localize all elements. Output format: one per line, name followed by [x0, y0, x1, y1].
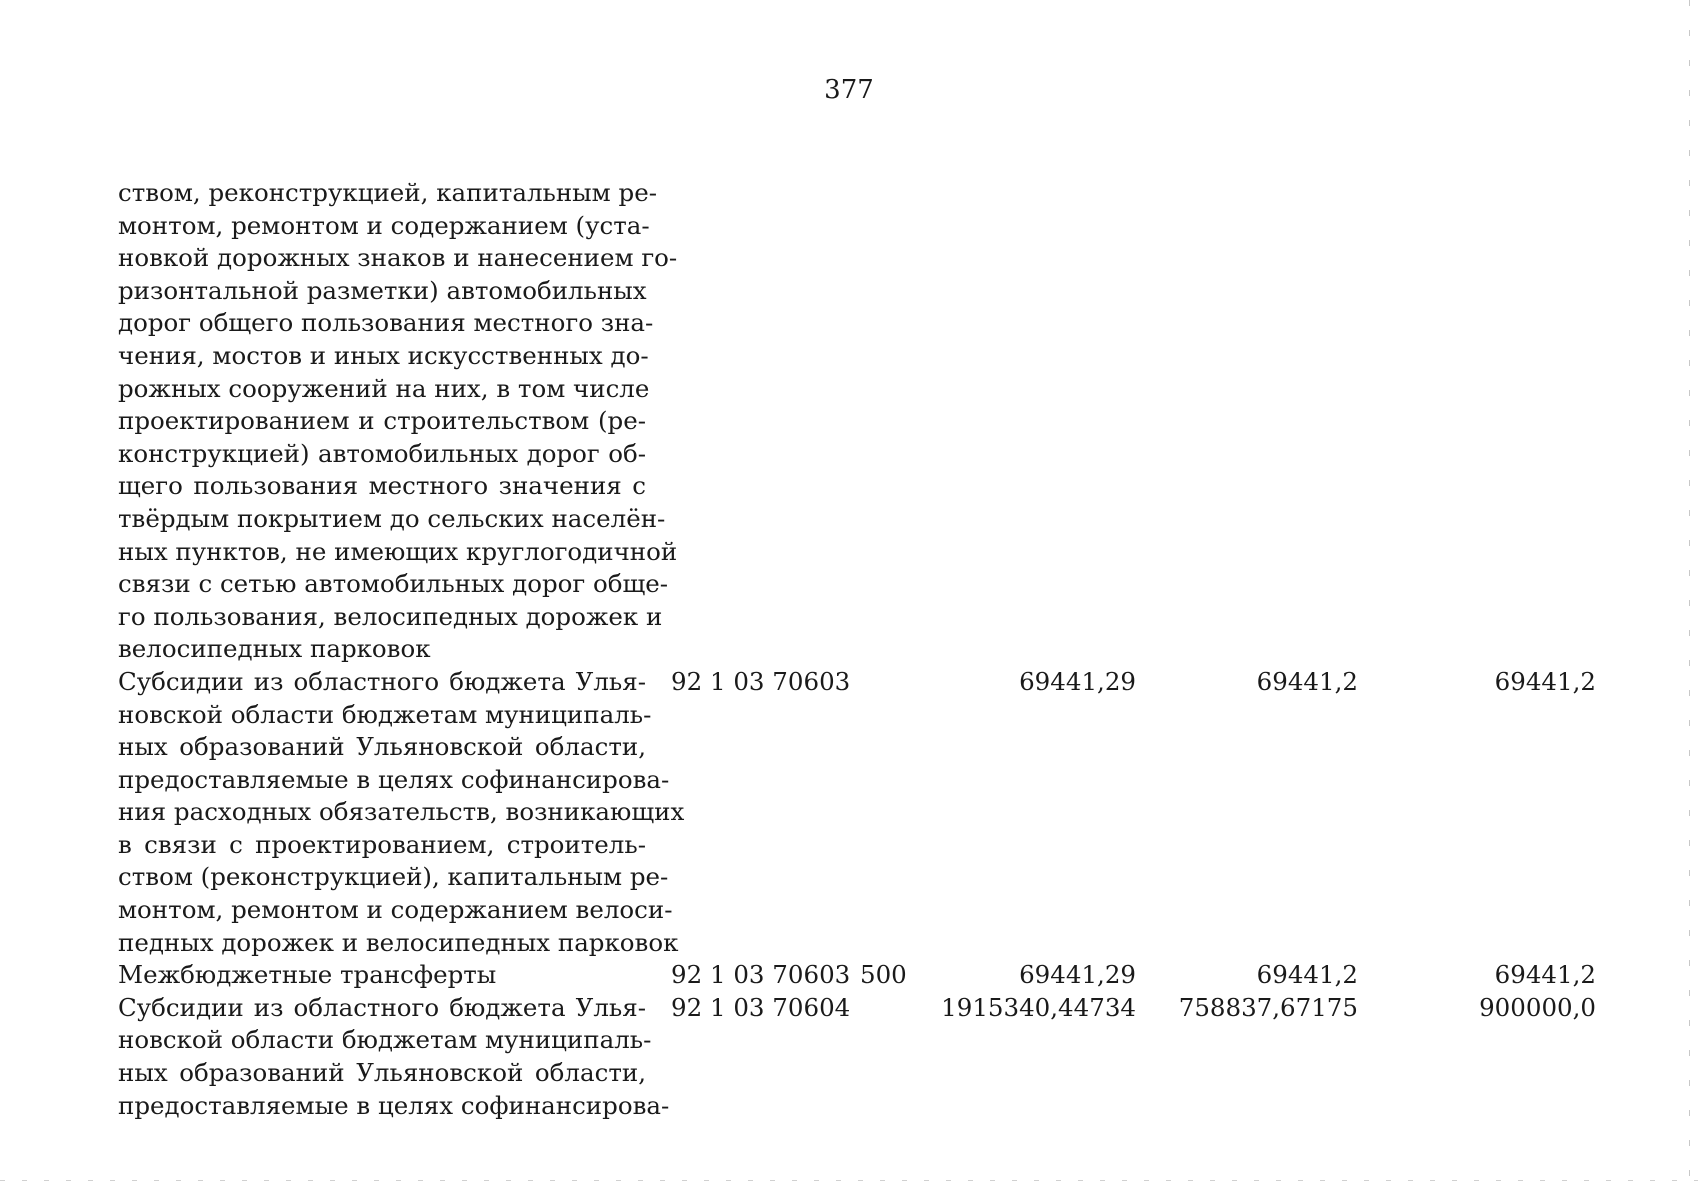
description-line: ризонтальной разметки) автомобильных: [118, 275, 647, 305]
budget-table: [118, 177, 1596, 1122]
amount-year-3: 69441,2: [1494, 960, 1596, 990]
description-line: в связи с проектированием, строитель-: [118, 829, 646, 859]
description-line: связи с сетью автомобильных дорог обще-: [118, 569, 669, 599]
table-row: [118, 959, 1596, 992]
description-line: новской области бюджетам муниципаль-: [118, 699, 652, 729]
description-line: ных образований Ульяновской области,: [118, 1058, 646, 1088]
description-line: новской области бюджетам муниципаль-: [118, 1025, 652, 1055]
description-line: новкой дорожных знаков и нанесением го-: [118, 243, 678, 273]
expense-type-code: 500: [860, 960, 907, 990]
amount-year-2: 69441,2: [1256, 960, 1358, 990]
description-line: Субсидии из областного бюджета Улья-: [118, 666, 646, 696]
description-line: предоставляемые в целях софинансирова-: [118, 764, 670, 794]
description-line: велосипедных парковок: [118, 634, 431, 664]
amount-year-3: 69441,2: [1494, 666, 1596, 696]
description-line: ством, реконструкцией, капитальным ре-: [118, 178, 657, 207]
page-number: 377: [824, 75, 874, 105]
table-row: [118, 177, 1548, 666]
description-line: ных образований Ульяновской области,: [118, 732, 646, 762]
row-description: [118, 992, 670, 1122]
amount-year-1: 69441,29: [1019, 960, 1136, 990]
description-line: проектированием и строительством (ре-: [118, 406, 646, 436]
amount-year-1: 1915340,44734: [941, 992, 1136, 1022]
description-line: рожных сооружений на них, в том числе: [118, 373, 650, 403]
amount-year-1: 69441,29: [1019, 666, 1136, 696]
amount-year-2: 758837,67175: [1178, 992, 1358, 1022]
description-line: ния расходных обязательств, возникающих: [118, 797, 685, 827]
description-line: го пользования, велосипедных дорожек и: [118, 601, 663, 631]
scan-edge-bottom: [0, 1180, 1698, 1181]
table-row: [118, 992, 1596, 1122]
description-line: монтом, ремонтом и содержанием велоси-: [118, 895, 673, 925]
description-line: щего пользования местного значения с: [118, 471, 646, 501]
amount-year-3: 900000,0: [1479, 992, 1596, 1022]
row-description: [118, 666, 685, 959]
description-line: ством (реконструкцией), капитальным ре-: [118, 862, 669, 892]
description-line: чения, мостов и иных искусственных до-: [118, 340, 649, 370]
description-line: твёрдым покрытием до сельских населён-: [118, 503, 666, 533]
amount-year-2: 69441,2: [1256, 666, 1358, 696]
description-line: конструкцией) автомобильных дорог об-: [118, 438, 646, 468]
table-row: [118, 666, 1596, 959]
description-line: предоставляемые в целях софинансирова-: [118, 1090, 670, 1120]
budget-code: 92 1 03 70604: [671, 992, 851, 1022]
budget-code: 92 1 03 70603: [671, 666, 851, 696]
row-description: [118, 959, 646, 992]
scan-edge-right: [1689, 0, 1690, 1200]
description-line: монтом, ремонтом и содержанием (уста-: [118, 210, 650, 240]
description-line: ных пунктов, не имеющих круглогодичной: [118, 536, 678, 566]
description-line: педных дорожек и велосипедных парковок: [118, 927, 679, 957]
description-line: Межбюджетные трансферты: [118, 960, 497, 990]
row-description: [118, 177, 678, 666]
description-line: Субсидии из областного бюджета Улья-: [118, 992, 646, 1022]
description-line: дорог общего пользования местного зна-: [118, 308, 654, 338]
budget-code: 92 1 03 70603: [671, 960, 851, 990]
